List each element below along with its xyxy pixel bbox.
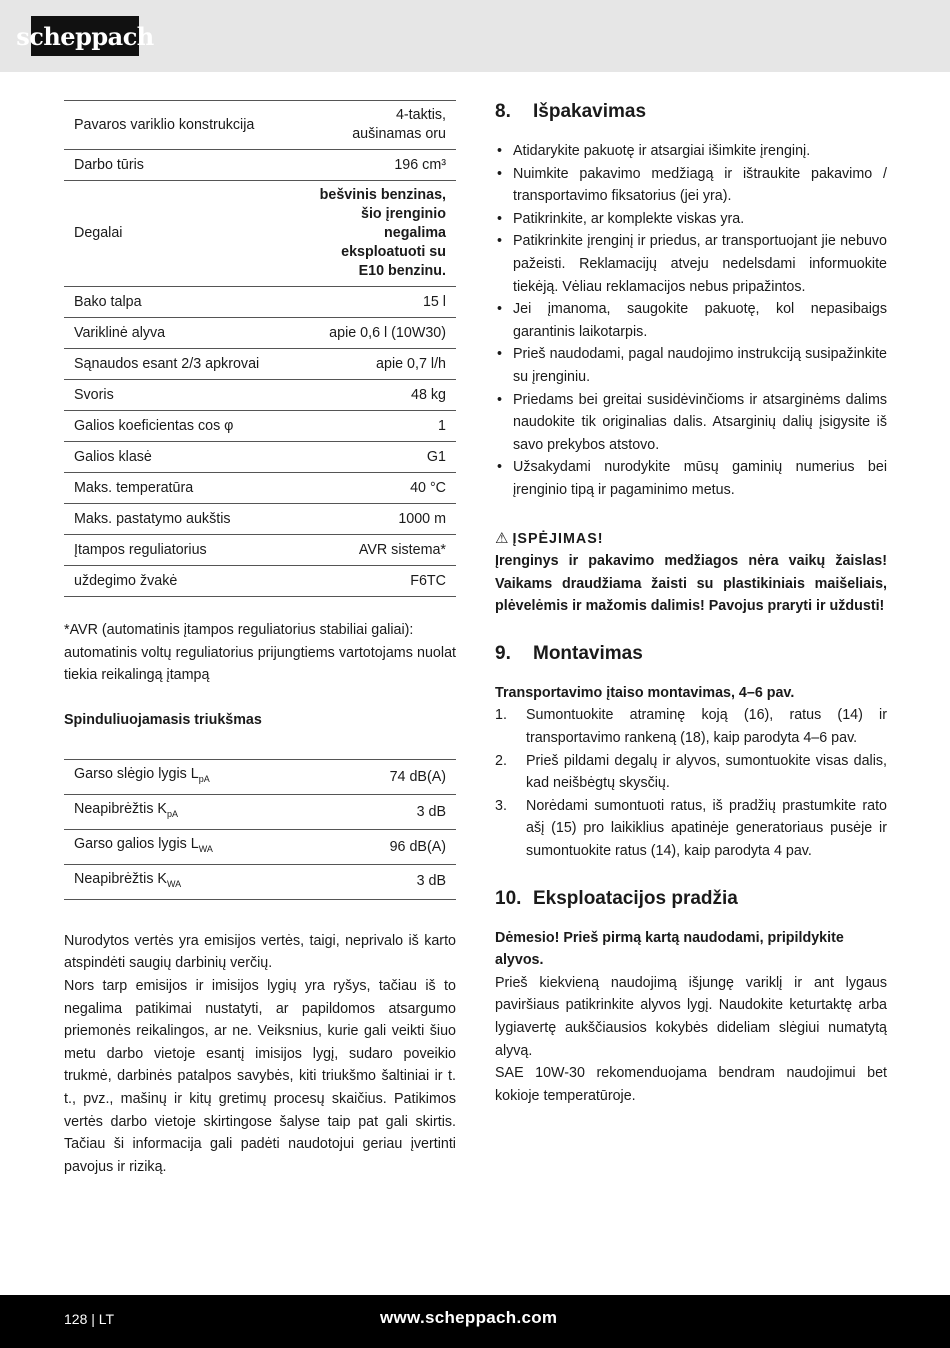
page-number: 128 | LT — [64, 1311, 115, 1327]
spec-value: 40 °C — [293, 473, 456, 504]
section-9-subheading: Transportavimo įtaiso montavimas, 4–6 pav. — [495, 684, 795, 701]
website-link[interactable]: www.scheppach.com — [380, 1308, 558, 1327]
unpacking-list — [495, 140, 887, 502]
spec-label: Svoris — [64, 380, 293, 411]
spec-row — [64, 473, 456, 504]
noise-label: Garso galios lygis $L_{WA}$ — [64, 830, 329, 865]
warning-text: Įrenginys ir pakavimo medžiagos nėra vaikų žaislas! Vaikams draudžiama žaisti su plastikiniais maišeliais, plėvelėmis ir mažomis dalimis! Pavojus praryti ir uždusti! — [495, 553, 887, 615]
section-10-text: Prieš kiekvieną naudojimą išjungę variklį ir ant lygaus paviršiaus patikrinkite alyvos lygį. Naudokite keturtaktę arba lygiavertę aukščiausios kokybės dideliam slėgiui numatytą alyvą. SAE 10W-30 rekomenduojama bendram naudojimui bet kokioje temperatūroje. — [495, 974, 887, 1104]
noise-table — [64, 759, 456, 899]
noise-label: Neapibrėžtis $K_{pA}$ — [64, 795, 329, 830]
spec-label: Variklinė alyva — [64, 318, 293, 349]
technical-data-table — [64, 100, 456, 597]
spec-label: Pavaros variklio konstrukcija — [64, 101, 293, 150]
spec-value: 4-taktis, aušinamas oru — [293, 101, 456, 150]
spec-row — [64, 287, 456, 318]
spec-label: Bako talpa — [64, 287, 293, 318]
spec-value: apie 0,7 l/h — [293, 349, 456, 380]
noise-row — [64, 795, 456, 830]
spec-row — [64, 504, 456, 535]
noise-label: Garso slėgio lygis $L_{pA}$ — [64, 760, 329, 795]
spec-value: G1 — [293, 442, 456, 473]
spec-label: Galios klasė — [64, 442, 293, 473]
spec-value: F6TC — [293, 566, 456, 597]
assembly-steps — [495, 704, 887, 862]
noise-value: 3 dB — [329, 864, 456, 899]
spec-row — [64, 181, 456, 287]
spec-label: uždegimo žvakė — [64, 566, 293, 597]
section-title: Išpakavimas — [533, 101, 647, 122]
spec-value: 196 cm³ — [293, 150, 456, 181]
page-header — [0, 0, 950, 72]
page-footer — [0, 1295, 950, 1348]
brand-logo: scheppach — [31, 16, 139, 56]
section-10-subheading: Dėmesio! Prieš pirmą kartą naudodami, pripildykite alyvos. — [495, 929, 844, 969]
spec-label: Įtampos reguliatorius — [64, 535, 293, 566]
right-column — [495, 100, 887, 1107]
list-item: 3. Norėdami sumontuoti ratus, iš pradžių prastumkite rato ašį (15) pro laikiklius apatinėje generatoriaus pusėje ir sumontuokite ratus (14), kaip parodyta 4 pav. — [495, 797, 887, 860]
list-item: • Patikrinkite, ar komplekte viskas yra. — [495, 208, 887, 231]
spec-label: Maks. pastatymo aukštis — [64, 504, 293, 535]
noise-value: 96 dB(A) — [329, 830, 456, 865]
spec-label: Sąnaudos esant 2/3 apkrovai — [64, 349, 293, 380]
spec-value: 15 l — [293, 287, 456, 318]
spec-value: bešvinis benzinas, šio įrenginio negalima eksploatuoti su E10 benzinu. — [293, 181, 456, 287]
spec-row — [64, 318, 456, 349]
spec-label: Maks. temperatūra — [64, 473, 293, 504]
list-item: • Priedams bei greitai susidėvinčioms ir atsarginėms dalims naudokite tik originalias dalis. Atsarginių dalių įsigysite iš savo prekybos atstovo. — [495, 389, 887, 457]
list-item: • Prieš naudodami, pagal naudojimo instrukciją susipažinkite su įrenginiu. — [495, 343, 887, 388]
noise-value: 74 dB(A) — [329, 760, 456, 795]
section-10-heading — [495, 887, 887, 911]
section-8-heading — [495, 100, 887, 124]
spec-value: 48 kg — [293, 380, 456, 411]
noise-heading: Spinduliuojamasis triukšmas — [64, 711, 262, 728]
list-item: • Nuimkite pakavimo medžiagą ir ištraukite pakavimo / transportavimo fiksatorius (jei yra). — [495, 163, 887, 208]
noise-text: Nurodytos vertės yra emisijos vertės, taigi, neprivalo iš karto atspindėti saugių darbinių verčių. Nors tarp emisijos ir imisijos lygių yra ryšys, tačiau iš to negalima patikimai nustatyti, ar papildomos atsargumo priemonės reikalingos, ar ne. Veiksnius, kurie gali veikti šiuo metu darbo vietoje esantį imisijos lygį, sudaro poveikio trukmė, darbinės patalpos savybės, kiti triukšmo šaltiniai ir t. t., pvz., mašinų ir kitų gretimų procesų skaičius. Patikimos vertės darbo vietoje skirtingose šalyse taip pat gali skirtis. Tačiau ši informacija gali padėti naudotojui geriau įvertinti pavojus ir riziką. — [64, 932, 456, 1175]
left-column — [64, 100, 456, 1178]
list-item: • Jei įmanoma, saugokite pakuotę, kol nepasibaigs garantinis laikotarpis. — [495, 298, 887, 343]
spec-value: 1 — [293, 411, 456, 442]
list-item: • Atidarykite pakuotę ir atsargiai išimkite įrenginį. — [495, 140, 887, 163]
spec-row — [64, 349, 456, 380]
warning-block — [495, 528, 887, 618]
avr-note: *AVR (automatinis įtampos reguliatorius stabiliai galiai): automatinis voltų reguliatorius prijungtiems vartotojams nuolat tiekia reikalingą įtampą — [64, 622, 456, 684]
section-number: 8. — [495, 101, 511, 122]
spec-label: Darbo tūris — [64, 150, 293, 181]
noise-label: Neapibrėžtis $K_{WA}$ — [64, 864, 329, 899]
list-item: • Patikrinkite įrenginį ir priedus, ar transportuojant jie nebuvo pažeisti. Reklamacijų atveju nedelsdami informuokite tiekėją. Vėliau reklamacijos nebus pripažintos. — [495, 230, 887, 298]
list-item: 2. Prieš pildami degalų ir alyvos, sumontuokite visas dalis, kad neišbėgtų skysčių. — [495, 752, 887, 792]
spec-label: Degalai — [64, 181, 293, 287]
noise-row — [64, 760, 456, 795]
spec-row — [64, 535, 456, 566]
spec-value: apie 0,6 l (10W30) — [293, 318, 456, 349]
spec-row — [64, 442, 456, 473]
warning-title: ĮSPĖJIMAS! — [512, 530, 604, 547]
spec-value: AVR sistema* — [293, 535, 456, 566]
spec-row — [64, 411, 456, 442]
noise-row — [64, 830, 456, 865]
list-item: • Užsakydami nurodykite mūsų gaminių numerius bei įrenginio tipą ir pagaminimo metus. — [495, 456, 887, 501]
spec-row — [64, 101, 456, 150]
spec-row — [64, 150, 456, 181]
spec-label: Galios koeficientas cos φ — [64, 411, 293, 442]
noise-row — [64, 864, 456, 899]
section-title: Eksploatacijos pradžia — [533, 887, 738, 909]
section-9-heading — [495, 642, 887, 666]
noise-value: 3 dB — [329, 795, 456, 830]
list-item: 1. Sumontuokite atraminę koją (16), ratus (14) ir transportavimo rankeną (18), kaip parodyta 4–6 pav. — [495, 707, 887, 747]
warning-triangle-icon: ⚠ — [495, 529, 509, 547]
section-number: 10. — [495, 887, 522, 909]
spec-value: 1000 m — [293, 504, 456, 535]
spec-row — [64, 566, 456, 597]
section-title: Montavimas — [533, 642, 643, 664]
section-number: 9. — [495, 642, 511, 664]
spec-row — [64, 380, 456, 411]
